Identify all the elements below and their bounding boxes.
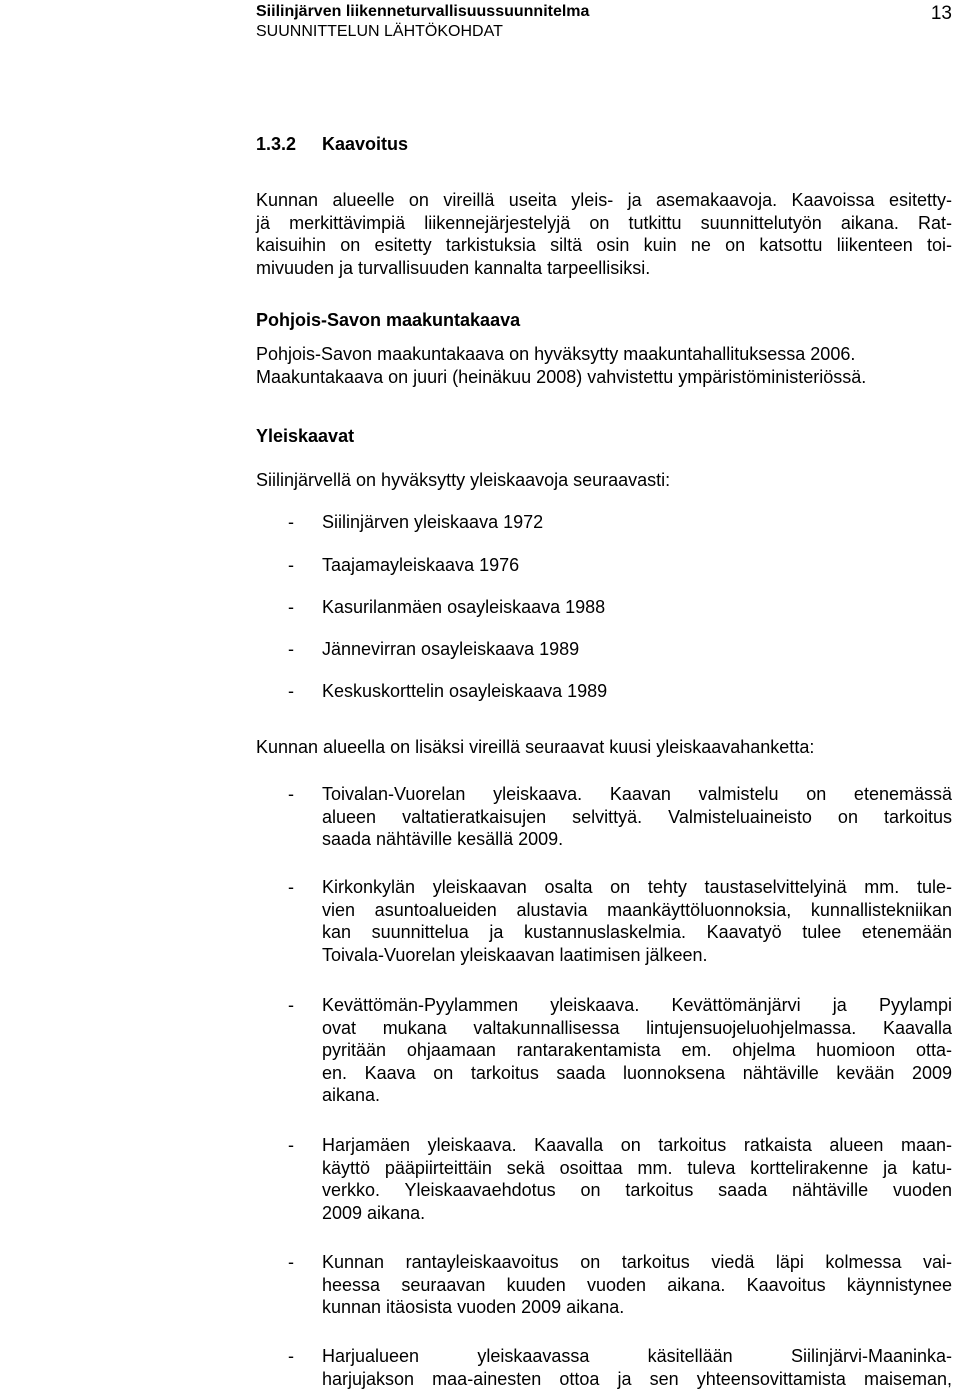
list-item-text: Keskuskorttelin osayleiskaava 1989 <box>322 681 608 701</box>
paragraph-line: kaisuihin on esitetty tarkistuksia siltä osin kuin ne on katsottu liikenteen toi- <box>256 235 952 255</box>
list-dash: - <box>288 639 294 659</box>
paragraph-line: Siilinjärvellä on hyväksytty yleiskaavoja seuraavasti: <box>256 470 671 490</box>
list-dash: - <box>288 512 294 532</box>
section-title: Kaavoitus <box>322 134 409 154</box>
list-item-text <box>322 994 952 1107</box>
item-line: 2009 aikana. <box>322 1202 426 1223</box>
page-number: 13 <box>930 3 952 24</box>
item-line: Kunnan rantayleiskaavoitus on tarkoitus viedä läpi kolmessa vai- <box>322 1252 952 1272</box>
list-dash: - <box>288 1252 294 1272</box>
item-line: pyritään ohjaamaan rantarakentamista em. ohjelma huomioon otta- <box>322 1040 952 1060</box>
pending-intro <box>256 736 952 759</box>
item-line: verkko. Yleiskaavaehdotus on tarkoitus saada nähtäville vuoden <box>322 1180 952 1200</box>
item-line: aikana. <box>322 1085 381 1105</box>
item-line: ovat mukana valtakunnallisessa lintujensuojeluohjelmassa. Kaavalla <box>322 1017 952 1038</box>
yleiskaavat-intro <box>256 469 952 492</box>
paragraph-line: Kunnan alueella on lisäksi vireillä seuraavat kuusi yleiskaavahanketta: <box>256 737 815 757</box>
list-dash: - <box>288 555 294 575</box>
item-line: Toivalan-Vuorelan yleiskaava. Kaavan valmistelu on etenemässä <box>322 784 952 804</box>
item-line: Toivala-Vuorelan yleiskaavan laatimisen jälkeen. <box>322 944 708 965</box>
section-number: 1.3.2 <box>256 134 297 154</box>
intro-paragraph <box>256 189 952 279</box>
list-dash: - <box>288 784 294 804</box>
list-item-text <box>322 1345 952 1390</box>
item-line: en. Kaava on tarkoitus saada luonnoksena nähtäville kevään 2009 <box>322 1062 952 1083</box>
item-line: saada nähtäville kesällä 2009. <box>322 829 564 849</box>
list-item-text: Kasurilanmäen osayleiskaava 1988 <box>322 597 606 617</box>
list-item-text: Siilinjärven yleiskaava 1972 <box>322 512 544 532</box>
list-item-text <box>322 876 952 966</box>
item-line: Harjamäen yleiskaava. Kaavalla on tarkoitus ratkaista alueen maan- <box>322 1135 952 1155</box>
list-dash: - <box>288 995 294 1015</box>
list-dash: - <box>288 681 294 701</box>
item-line: Harjualueen yleiskaavassa käsitellään Siilinjärvi-Maaninka- <box>322 1346 952 1366</box>
list-dash: - <box>288 1346 294 1366</box>
item-line: Kirkonkylän yleiskaavan osalta on tehty taustaselvittelyinä mm. tule- <box>322 877 952 897</box>
paragraph-line: mivuuden ja turvallisuuden kannalta tarpeellisiksi. <box>256 257 651 278</box>
document-title: Siilinjärven liikenneturvallisuussuunnitelma <box>256 3 590 20</box>
list-dash: - <box>288 597 294 617</box>
list-item-text: Jännevirran osayleiskaava 1989 <box>322 639 580 659</box>
item-line: kan suunnittelua ja kustannuslaskelmia. Kaavatyö tulee etenemään <box>322 922 952 942</box>
list-item-text <box>322 1134 952 1224</box>
maakuntakaava-paragraph <box>256 343 952 388</box>
list-dash: - <box>288 877 294 897</box>
item-line: heessa seuraavan kuuden vuoden aikana. Kaavoitus käynnistynee <box>322 1274 952 1295</box>
paragraph-line: Kunnan alueelle on vireillä useita yleis- ja asemakaavoja. Kaavoissa esitetty- <box>256 190 952 210</box>
list-item-text <box>322 783 952 851</box>
item-line: käyttö pääpiirteittäin sekä osoittaa mm. tuleva korttelirakenne ja katu- <box>322 1157 952 1178</box>
item-line: vien asuntoalueiden alustavia maankäyttöluonnoksia, kunnallistekniikan <box>322 899 952 920</box>
paragraph-line: jä merkittävimpiä liikennejärjestelyjä on tutkittu suunnittelutyön aikana. Rat- <box>256 212 952 233</box>
maakuntakaava-heading: Pohjois-Savon maakuntakaava <box>256 310 521 330</box>
list-item-text <box>322 1251 952 1319</box>
item-line: Kevättömän-Pyylammen yleiskaava. Kevättömänjärvi ja Pyylampi <box>322 995 952 1015</box>
yleiskaavat-heading: Yleiskaavat <box>256 426 355 446</box>
paragraph-line: Pohjois-Savon maakuntakaava on hyväksytty maakuntahallituksessa 2006. <box>256 344 856 364</box>
document-subtitle: SUUNNITTELUN LÄHTÖKOHDAT <box>256 23 503 40</box>
paragraph-line: Maakuntakaava on juuri (heinäkuu 2008) vahvistettu ympäristöministeriössä. <box>256 366 867 387</box>
item-line: kunnan itäosista vuoden 2009 aikana. <box>322 1297 625 1317</box>
list-dash: - <box>288 1135 294 1155</box>
section-heading <box>256 132 408 156</box>
item-line: alueen valtatieratkaisujen selvittyä. Valmisteluaineisto on tarkoitus <box>322 806 952 827</box>
item-line: harjujakson maa-ainesten ottoa ja sen yhteensovittamista maiseman, <box>322 1368 952 1389</box>
list-item-text: Taajamayleiskaava 1976 <box>322 555 520 575</box>
